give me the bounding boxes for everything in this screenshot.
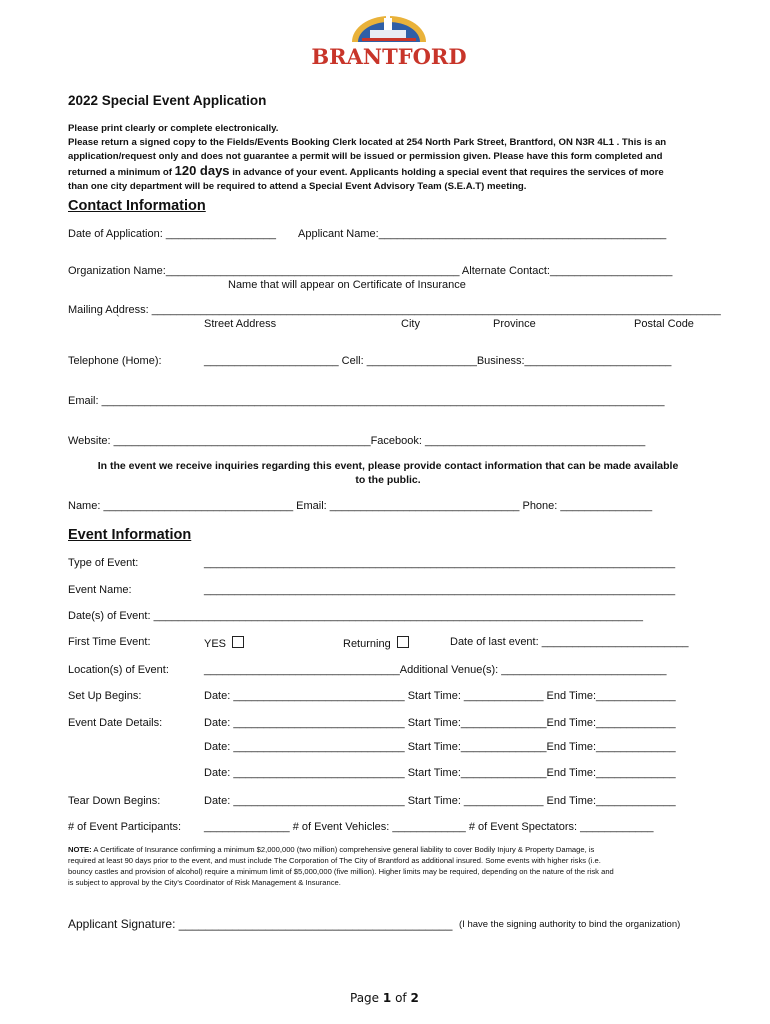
city-label: City <box>401 318 420 330</box>
signature-note: (I have the signing authority to bind the organization) <box>459 919 681 930</box>
mailing-address-field[interactable]: Mailing Address: _____________________________________________________________________________________________ <box>68 304 721 316</box>
event-dates-field[interactable]: Date(s) of Event: ________________________________________________________________________________ <box>68 610 644 622</box>
location-field[interactable]: ________________________________Additional Venue(s): ___________________________ <box>204 664 667 676</box>
page-number: Page 1 of 2 <box>350 991 419 1005</box>
logo-wordmark: BRANTFORD <box>311 44 467 69</box>
instructions: Please print clearly or complete electronically. Please return a signed copy to the Fields/Events Booking Clerk located at 254 North Park Street, Brantford, ON N3R 4L1 . This is an application/request only and does not guarantee a permit will be issued or permission given. Please have this form completed and returned a minimum of 120 days in advance of your event. Applicants holding a special event that requires the services of more than one city department will be required to attend a Special Event Advisory Team (S.E.A.T) meeting. <box>68 123 667 192</box>
location-label: Location(s) of Event: <box>68 664 169 676</box>
participants-label: # of Event Participants: <box>68 821 182 833</box>
tick-mark: ` <box>116 314 120 326</box>
public-contact-fields[interactable]: Name: _______________________________ Email: _______________________________ Phone: _______________ <box>68 500 653 512</box>
yes-checkbox[interactable] <box>232 636 244 648</box>
form-title: 2022 Special Event Application <box>68 93 267 108</box>
first-time-label: First Time Event: <box>68 636 151 648</box>
signature-field[interactable]: Applicant Signature: _________________________________________ <box>68 917 453 931</box>
event-date-row[interactable]: Date: ____________________________ Start Time:______________End Time:_____________ <box>204 741 676 753</box>
email-field[interactable]: Email: ____________________________________________________________________________________________ <box>68 395 665 407</box>
website-facebook-field[interactable]: Website: __________________________________________Facebook: ____________________________________ <box>68 435 646 447</box>
last-event-date-field[interactable]: Date of last event: ________________________ <box>450 636 689 648</box>
public-contact-note: In the event we receive inquiries regarding this event, please provide contact information that can be made available to the public. <box>97 460 679 486</box>
event-date-row[interactable]: Date: ____________________________ Start Time:______________End Time:_____________ <box>204 717 676 729</box>
phone-fields[interactable]: ______________________ Cell: __________________Business:________________________ <box>204 355 672 367</box>
telephone-home-label: Telephone (Home): <box>68 355 162 367</box>
event-date-row[interactable]: Date: ____________________________ Start Time:______________End Time:_____________ <box>204 767 676 779</box>
organization-note: Name that will appear on Certificate of Insurance <box>228 279 466 291</box>
event-heading: Event Information <box>68 527 192 543</box>
postal-code-label: Postal Code <box>634 318 694 330</box>
setup-label: Set Up Begins: <box>68 690 142 702</box>
type-of-event-label: Type of Event: <box>68 557 139 569</box>
counts-fields[interactable]: ______________ # of Event Vehicles: ____________ # of Event Spectators: ____________ <box>204 821 654 833</box>
event-name-label: Event Name: <box>68 584 132 596</box>
teardown-date-row[interactable]: Date: ____________________________ Start Time: _____________ End Time:_____________ <box>204 795 676 807</box>
organization-name-field[interactable]: Organization Name:________________________________________________ Alternate Contact:____________________ <box>68 265 673 277</box>
brantford-logo <box>311 12 467 69</box>
insurance-note: NOTE: A Certificate of Insurance confirming a minimum $2,000,000 (two million) comprehensive general liability to cover Bodily Injury & Property Damage, is required at least 90 days prior to the event, and must include The Corporation of The City of Brantford as additional insured. Some events with higher risks (i.e. bouncy castles and provision of alcohol) require a minimum limit of $5,000,000 (five million). Higher limits may be required, depending on the nature of the risk and is subject to approval by the City's Coordinator of Risk Management & Insurance. <box>68 845 614 887</box>
returning-checkbox[interactable] <box>397 636 409 648</box>
applicant-name-field[interactable]: Applicant Name:_______________________________________________ <box>298 228 667 240</box>
type-of-event-field[interactable]: _____________________________________________________________________________ <box>204 557 676 569</box>
teardown-label: Tear Down Begins: <box>68 795 161 807</box>
contact-heading: Contact Information <box>68 198 206 214</box>
returning-option[interactable]: Returning <box>343 636 409 650</box>
date-of-application-field[interactable]: Date of Application: __________________ <box>68 228 276 240</box>
event-name-field[interactable]: _____________________________________________________________________________ <box>204 584 676 596</box>
street-address-label: Street Address <box>204 318 277 330</box>
event-date-details-label: Event Date Details: <box>68 717 163 729</box>
setup-date-row[interactable]: Date: ____________________________ Start Time: _____________ End Time:_____________ <box>204 690 676 702</box>
province-label: Province <box>493 318 536 330</box>
yes-option[interactable]: YES <box>204 636 244 650</box>
